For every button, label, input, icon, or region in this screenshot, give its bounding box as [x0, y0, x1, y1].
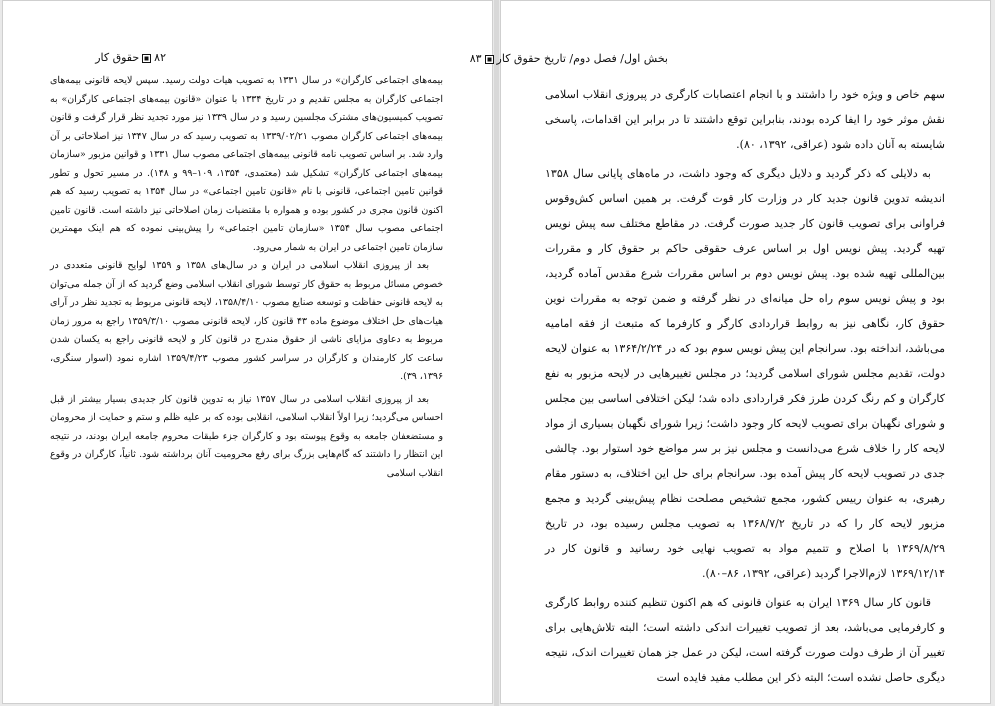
left-page	[2, 0, 493, 704]
left-page-body	[50, 72, 443, 483]
right-paragraph-1: سهم خاص و ویژه خود را داشتند و با انجام اعتصابات کارگری در پیروزی انقلاب اسلامی نقش موثر خود را ایفا کرده بودند، بنابراین توقع داشتند تا در برابر این اقدامات، پاسخی شایسته به آنان داده شود (عراقی، ۱۳۹۲، ۸۰).	[545, 88, 945, 151]
right-paragraph-3: قانون کار سال ۱۳۶۹ ایران به عنوان قانونی که هم اکنون تنظیم کننده روابط کارگری و کارفرمایی می‌باشد، بعد از تصویب تغییرات اندکی داشته است؛ البته تلاش‌هایی برای تغییر آن از طرف دولت صورت گرفته است، لیکن در عمل جز همان تغییرات اندک، نتیجه دیگری حاصل نشده است؛ البته ذکر این مطلب مفید فایده است	[545, 596, 945, 684]
left-page-header	[3, 51, 166, 64]
right-paragraph-2: به دلایلی که ذکر گردید و دلایل دیگری که وجود داشت، در ماه‌های پایانی سال ۱۳۵۸ اندیشه تدوین قانون جدید کار در وزارت کار قوت گرفت. بر همین اساس کش‌وقوس فراوانی برای تصویب قانون کار جدید صورت گرفت. در مقاطع مختلف سه پیش نویس تهیه گردید. پیش نویس اول بر اساس عرف حقوقی حاکم بر حقوق کار و مقررات بین‌المللی تهیه شده بود. پیش نویس دوم بر اساس مقررات شرع مقدس آماده گردید، بود و پیش نویس سوم راه حل میانه‌ای در نظر گرفته و ضمن توجه به مقررات نوین حقوق کار، نگاهی نیز به روابط قراردادی کارگر و کارفرما که متبعث از فقه امامیه می‌باشد، انداخته بود. سرانجام این پیش نویس سوم بود که در ۱۳۶۴/۲/۲۴ به عنوان لایحه دولت، تقدیم مجلس شورای اسلامی گردید؛ در مجلس تغییرهایی در لایحه مزبور به نفع کارگران و کم رنگ کردن طرز فکر قراردادی داده شد؛ لیکن اختلافی اساسی بین مجلس و شورای نگهبان برای تصویب لایحه کار وجود داشت؛ زیرا شورای نگهبان بسیاری از مواد لایحه کار را خلاف شرع می‌دانست و مجلس نیز بر سر مواضع خود استوار بود. چالشی جدی در تصویب لایحه کار پیش آمده بود. سرانجام برای حل این اختلاف، به دستور مقام رهبری، به عنوان رییس کشور، مجمع تشخیص مصلحت نظام پیش‌بینی گردید و مجمع مزبور لایحه کار را که در تاریخ ۱۳۶۸/۷/۲ به تصویب مجلس رسیده بود، در تاریخ ۱۳۶۹/۸/۲۹ با اصلاح و تتمیم مواد به تصویب نهایی خود رسانید و قانون کار در ۱۳۶۹/۱۲/۱۴ لازم‌الاجرا گردید (عراقی، ۱۳۹۲، ۸۶–۸۰).	[545, 167, 946, 580]
left-page-number: ٨٢	[154, 51, 166, 64]
left-paragraph-2: بعد از پیروزی انقلاب اسلامی در ایران و در سال‌های ۱۳۵۸ و ۱۳۵۹ لوایح قانونی متعددی در خصوص مسائل مربوط به حقوق کار توسط شورای انقلاب اسلامی وضع گردید که از آن جمله می‌توان به لایحه قانونی حفاظت و توسعه صنایع مصوب ۱۳۵۸/۴/۱۰، لایحه قانونی مربوط به تجدید نظر در آرای هیات‌های حل اختلاف موضوع ماده ۴۳ قانون کار، لایحه قانونی مصوب ۱۳۵۹/۳/۱۰ راجع به مرور زمان مربوط به دعاوی مزایای ناشی از حقوق مندرج در قانون کار و لایحه قانونی راجع به یکسان شدن ساعت کار کارمندان و کارگران در سراسر کشور مصوب ۱۳۵۹/۴/۲۳ اشاره نمود (اسوار سنگری، ۱۳۹۶، ۳۹).	[50, 260, 443, 382]
right-page	[469, 0, 991, 704]
square-ornament-icon	[485, 55, 494, 64]
right-page-header	[469, 52, 668, 65]
left-paragraph-1: بیمه‌های اجتماعی کارگران» در سال ۱۳۳۱ به تصویب هیات دولت رسید. سپس لایحه قانونی بیمه‌های اجتماعی کارگران به مجلس تقدیم و در تاریخ ۱۳۳۴ با عنوان «قانون بیمه‌های اجتماعی کارگران» به تصویب کمیسیون‌های مشترک مجلسین رسید و در سال ۱۳۳۹ نیز مورد تجدید نظر قرار گرفت و قانون بیمه‌های اجتماعی کارگران مصوب ۱۳۳۹/۰۲/۲۱ به تصویب رسید که در سال ۱۳۴۷ نیز اصلاحاتی بر آن وارد شد. بر اساس تصویب نامه قانونی بیمه‌های اجتماعی مصوب سال ۱۳۳۱ و قوانین مزبور «سازمان بیمه‌های اجتماعی کارگران» تشکیل شد (معتمدی، ۱۳۵۴، ۱۰۹–۹۹ و ۱۴۸). در مسیر تحول و تطور قوانین تامین اجتماعی، قانونی با نام «قانون تامین اجتماعی» در سال ۱۳۵۴ به تصویب رسید که هم اکنون قانون مجری در کشور بوده و همواره با مقتضیات زمان اصلاحاتی نیز داشته است. قانون تامین اجتماعی مصوب سال ۱۳۵۴ «سازمان تامین اجتماعی» را پیش‌بینی نموده که هم اینک مهمترین سازمان تامین اجتماعی در ایران به شمار می‌رود.	[50, 75, 444, 253]
book-gutter	[494, 0, 499, 706]
left-paragraph-3: بعد از پیروزی انقلاب اسلامی در سال ۱۳۵۷ نیاز به تدوین قانون کار جدیدی بسیار بیشتر از قبل احساس می‌گردید؛ زیرا اولاً انقلاب اسلامی، انقلابی بوده که بر علیه ظلم و ستم و حمایت از محرومان و مستضعفان جامعه به وقوع پیوسته بود و کارگران جزء طبقات محروم جامعه ایران بودند، در نتیجه این انتظار را داشتند که گام‌هایی بزرگ برای رفع محرومیت آنان برداشته شود. ثانیاً، کارگران در وقوع انقلاب اسلامی	[50, 393, 443, 479]
left-running-title: حقوق کار	[95, 51, 140, 64]
square-ornament-icon	[142, 54, 151, 63]
right-page-body	[545, 82, 945, 690]
right-page-number: ۸۳	[469, 52, 482, 65]
right-running-title: بخش اول/ فصل دوم/ تاریخ حقوق کار	[496, 52, 668, 65]
